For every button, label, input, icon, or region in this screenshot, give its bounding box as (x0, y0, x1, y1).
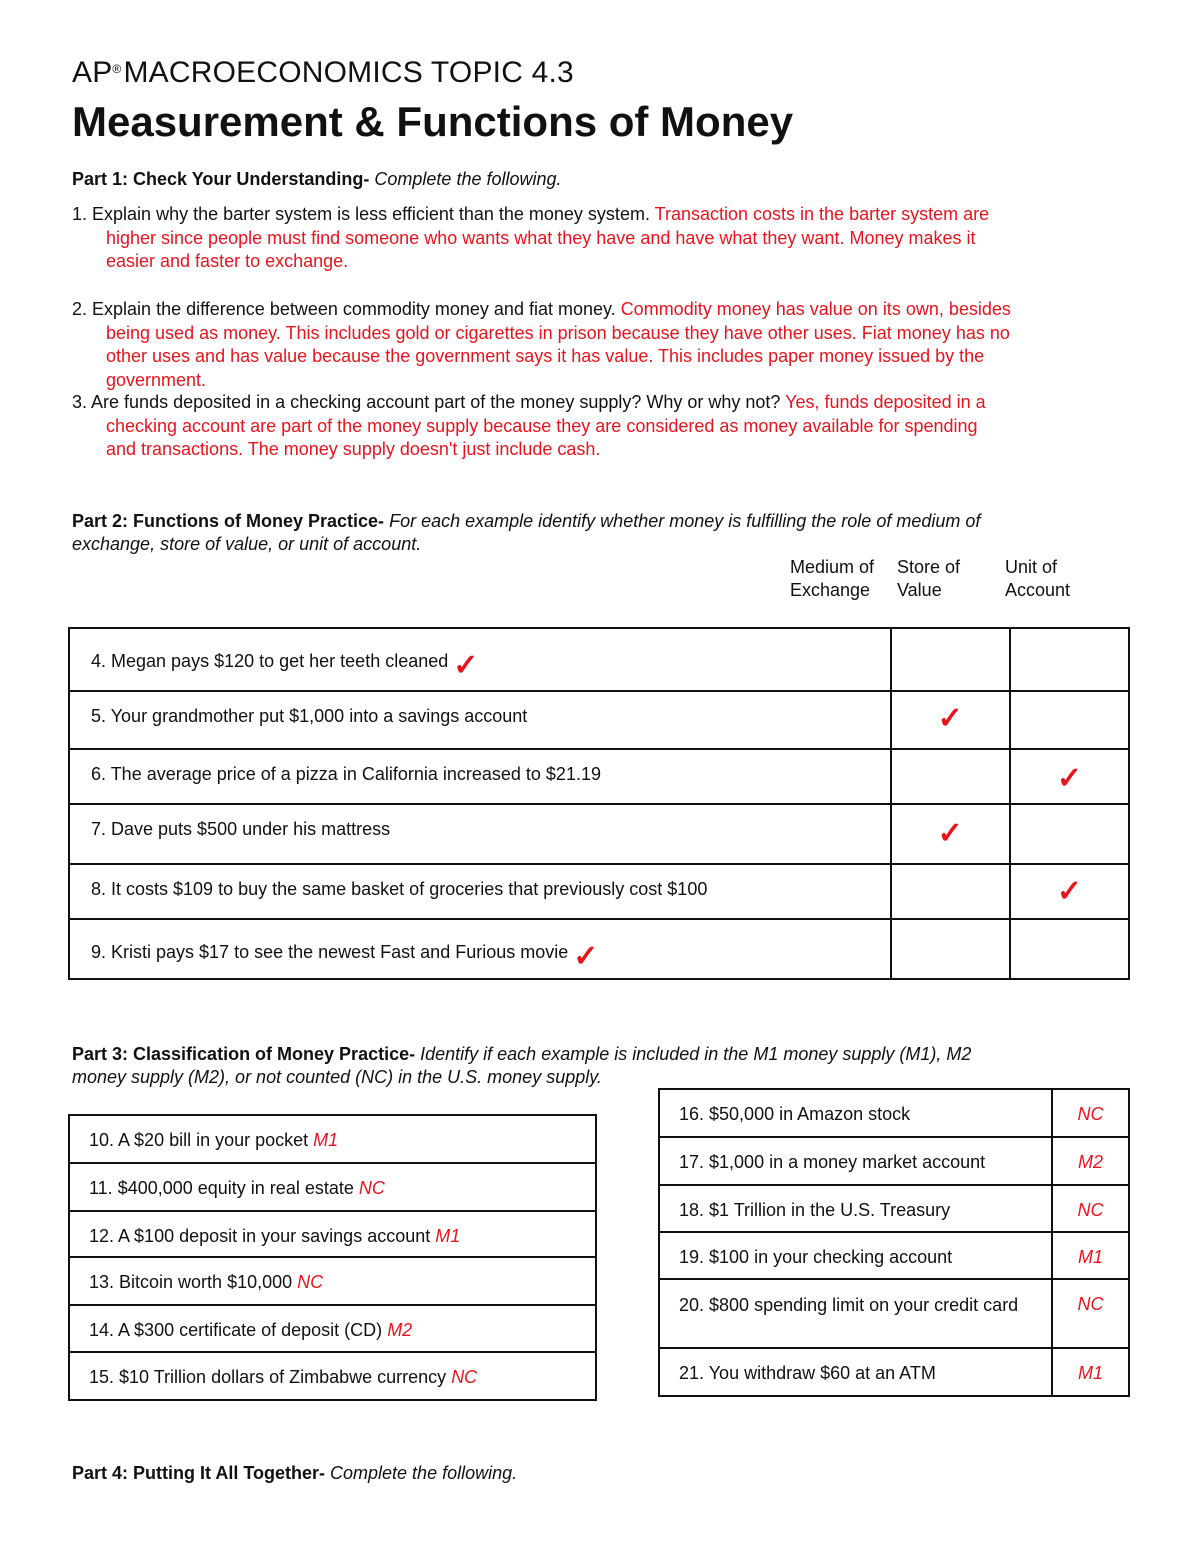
row-text: 8. It costs $109 to buy the same basket of groceries that previously cost $100 (91, 879, 708, 899)
item-text: 17. $1,000 in a money market account (679, 1152, 986, 1172)
topic-kicker (72, 56, 574, 90)
table-row (69, 628, 1129, 691)
answer-line: other uses and has value because the government says it has value. This includes paper money issued by the (106, 346, 985, 366)
item-answer: NC (1052, 1089, 1129, 1137)
table-row (69, 691, 1129, 749)
column-store-of-value (897, 556, 960, 602)
store-cell (891, 628, 1010, 691)
classification-table-right (658, 1088, 1130, 1397)
item-cell (69, 1257, 596, 1305)
classification-table-left (68, 1114, 597, 1401)
row-text: 5. Your grandmother put $1,000 into a savings account (91, 706, 528, 726)
part3-instruction: Identify if each example is included in the M1 money supply (M1), M2 (420, 1044, 972, 1064)
table-row (69, 864, 1129, 919)
answer-line: being used as money. This includes gold or cigarettes in prison because they have other uses. Fiat money has no (106, 322, 1010, 343)
item-cell (69, 1115, 596, 1163)
item-answer: M1 (1052, 1348, 1129, 1396)
part4-label: Part 4: Putting It All Together- (72, 1463, 325, 1483)
item-answer: NC (1052, 1185, 1129, 1232)
row-text: 9. Kristi pays $17 to see the newest Fast and Furious movie (91, 942, 569, 962)
column-label: Medium of (790, 557, 875, 577)
store-cell (891, 919, 1010, 979)
table-row (659, 1089, 1129, 1137)
table-row (69, 804, 1129, 864)
question-2 (72, 298, 1132, 392)
check-mark-icon: ✓ (937, 817, 963, 850)
check-mark-icon: ✓ (937, 702, 963, 735)
answer-text: Yes, funds deposited in a (785, 392, 986, 412)
functions-of-money-table (68, 627, 1130, 980)
item-answer: M1 (313, 1130, 339, 1150)
table-row (69, 1115, 596, 1163)
column-label: Value (897, 580, 942, 600)
answer-text: Commodity money has value on its own, besides (620, 299, 1011, 319)
part4-instruction: Complete the following. (330, 1463, 518, 1483)
column-unit-of-account (1005, 556, 1070, 602)
answer-line: government. (106, 369, 207, 390)
item-cell (659, 1348, 1052, 1396)
item-cell (659, 1232, 1052, 1279)
item-cell (659, 1089, 1052, 1137)
part3-label: Part 3: Classification of Money Practice- (72, 1044, 416, 1064)
table-row (659, 1137, 1129, 1185)
table-row (659, 1348, 1129, 1396)
row-label-cell (69, 749, 891, 804)
item-text: 12. A $100 deposit in your savings account (89, 1226, 431, 1246)
item-cell (69, 1352, 596, 1400)
question-number: 2. (72, 299, 88, 319)
part2-instruction: For each example identify whether money is fulfilling the role of medium of (389, 511, 981, 531)
table-row (69, 1257, 596, 1305)
store-cell (891, 804, 1010, 864)
item-answer: NC (358, 1178, 385, 1198)
item-text: 15. $10 Trillion dollars of Zimbabwe currency (89, 1367, 447, 1387)
answer-line: easier and faster to exchange. (106, 251, 349, 271)
item-text: 16. $50,000 in Amazon stock (679, 1104, 911, 1124)
column-label: Store of (897, 557, 961, 577)
row-text: 6. The average price of a pizza in California increased to $21.19 (91, 764, 601, 784)
table-row (69, 919, 1129, 979)
page-title: Measurement & Functions of Money (72, 98, 794, 145)
part1-heading (72, 168, 562, 191)
part3-heading (72, 1043, 1132, 1089)
question-3 (72, 391, 1132, 462)
column-label: Unit of (1005, 557, 1058, 577)
check-mark-icon: ✓ (573, 940, 599, 973)
item-text: 14. A $300 certificate of deposit (CD) (89, 1320, 383, 1340)
unit-cell (1010, 628, 1129, 691)
item-text: 19. $100 in your checking account (679, 1247, 953, 1267)
store-cell (891, 749, 1010, 804)
item-answer: NC (297, 1272, 324, 1292)
column-label: Exchange (790, 580, 871, 600)
unit-cell (1010, 864, 1129, 919)
item-answer: NC (1052, 1279, 1129, 1348)
item-answer: M1 (435, 1226, 461, 1246)
column-medium-of-exchange (790, 556, 874, 602)
part2-heading (72, 510, 1132, 556)
part1-label: Part 1: Check Your Understanding- (72, 169, 370, 189)
item-text: 10. A $20 bill in your pocket (89, 1130, 309, 1150)
item-answer: M2 (1052, 1137, 1129, 1185)
item-text: 21. You withdraw $60 at an ATM (679, 1363, 936, 1383)
answer-line: higher since people must find someone who wants what they have and have what they want. Money makes it (106, 227, 976, 248)
item-answer: NC (451, 1367, 478, 1387)
question-text: Are funds deposited in a checking account part of the money supply? Why or why not? (91, 392, 781, 412)
unit-cell (1010, 919, 1129, 979)
item-answer: M1 (1052, 1232, 1129, 1279)
store-cell (891, 691, 1010, 749)
item-text: 20. $800 spending limit on your credit card (679, 1295, 1019, 1315)
check-mark-icon: ✓ (1056, 762, 1082, 795)
table-row (69, 1211, 596, 1257)
item-cell (69, 1211, 596, 1257)
question-number: 3. (72, 392, 88, 412)
table-row (69, 749, 1129, 804)
table-row (69, 1305, 596, 1352)
kicker-prefix: AP (72, 56, 113, 89)
question-1 (72, 203, 1132, 274)
unit-cell (1010, 691, 1129, 749)
item-cell (659, 1137, 1052, 1185)
item-text: 18. $1 Trillion in the U.S. Treasury (679, 1200, 951, 1220)
column-label: Account (1005, 580, 1071, 600)
store-cell (891, 864, 1010, 919)
part1-instruction: Complete the following. (374, 169, 562, 189)
check-mark-icon: ✓ (1056, 875, 1082, 908)
registered-mark: ® (112, 62, 122, 76)
table-row (659, 1185, 1129, 1232)
table-row (69, 1352, 596, 1400)
row-label-cell (69, 864, 891, 919)
kicker-rest: MACROECONOMICS TOPIC 4.3 (123, 56, 574, 89)
unit-cell (1010, 749, 1129, 804)
row-label-cell (69, 628, 891, 691)
item-cell (659, 1185, 1052, 1232)
unit-cell (1010, 804, 1129, 864)
item-answer: M2 (387, 1320, 413, 1340)
table-row (659, 1232, 1129, 1279)
question-text: Explain why the barter system is less efficient than the money system. (92, 204, 650, 224)
row-label-cell (69, 691, 891, 749)
answer-line: and transactions. The money supply doesn't just include cash. (106, 439, 601, 459)
table-row (659, 1279, 1129, 1348)
item-text: 13. Bitcoin worth $10,000 (89, 1272, 293, 1292)
item-cell (69, 1163, 596, 1211)
row-label-cell (69, 804, 891, 864)
part4-heading (72, 1462, 517, 1485)
item-text: 11. $400,000 equity in real estate (89, 1178, 354, 1198)
answer-line: checking account are part of the money supply because they are considered as money available for spending (106, 415, 978, 436)
part2-label: Part 2: Functions of Money Practice- (72, 511, 385, 531)
check-mark-icon: ✓ (453, 649, 479, 682)
part2-instruction-cont: exchange, store of value, or unit of account. (72, 534, 422, 554)
question-number: 1. (72, 204, 88, 224)
row-text: 7. Dave puts $500 under his mattress (91, 819, 391, 839)
item-cell (659, 1279, 1052, 1348)
part3-instruction-cont: money supply (M2), or not counted (NC) in the U.S. money supply. (72, 1067, 602, 1087)
answer-text: Transaction costs in the barter system are (654, 204, 990, 224)
question-text: Explain the difference between commodity money and fiat money. (92, 299, 616, 319)
row-label-cell (69, 919, 891, 979)
table-row (69, 1163, 596, 1211)
item-cell (69, 1305, 596, 1352)
row-text: 4. Megan pays $120 to get her teeth cleaned (91, 651, 449, 671)
